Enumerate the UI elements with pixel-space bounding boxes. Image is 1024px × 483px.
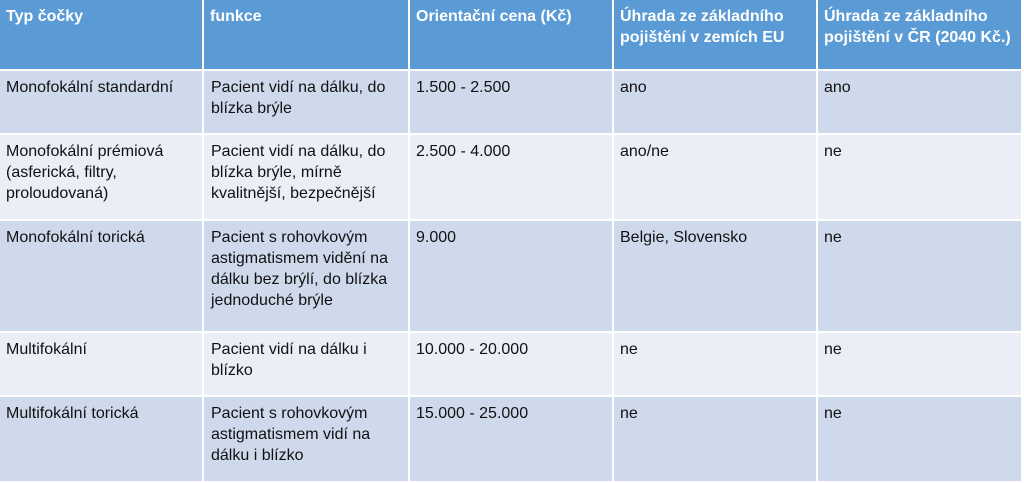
cell-function: Pacient vidí na dálku, do blízka brýle, mírně kvalitnější, bezpečnější bbox=[203, 134, 409, 220]
cell-lens-type: Multifokální torická bbox=[0, 396, 203, 482]
cell-coverage-eu: ano/ne bbox=[613, 134, 817, 220]
table-row bbox=[0, 220, 1022, 332]
cell-coverage-eu: ne bbox=[613, 396, 817, 482]
table-row bbox=[0, 396, 1022, 482]
cell-coverage-eu: Belgie, Slovensko bbox=[613, 220, 817, 332]
cell-coverage-eu: ano bbox=[613, 70, 817, 134]
cell-coverage-cr: ne bbox=[817, 220, 1022, 332]
cell-coverage-eu: ne bbox=[613, 332, 817, 396]
cell-lens-type: Monofokální prémiová (asferická, filtry, proloudovaná) bbox=[0, 134, 203, 220]
header-coverage-eu: Úhrada ze základního pojištění v zemích EU bbox=[613, 0, 817, 70]
table-row bbox=[0, 332, 1022, 396]
cell-price: 9.000 bbox=[409, 220, 613, 332]
cell-coverage-cr: ne bbox=[817, 396, 1022, 482]
header-function: funkce bbox=[203, 0, 409, 70]
cell-price: 2.500 - 4.000 bbox=[409, 134, 613, 220]
cell-function: Pacient vidí na dálku i blízko bbox=[203, 332, 409, 396]
cell-function: Pacient vidí na dálku, do blízka brýle bbox=[203, 70, 409, 134]
cell-coverage-cr: ne bbox=[817, 332, 1022, 396]
header-price: Orientační cena (Kč) bbox=[409, 0, 613, 70]
header-lens-type: Typ čočky bbox=[0, 0, 203, 70]
cell-function: Pacient s rohovkovým astigmatismem vidění na dálku bez brýlí, do blízka jednoduché brýle bbox=[203, 220, 409, 332]
cell-coverage-cr: ne bbox=[817, 134, 1022, 220]
cell-price: 15.000 - 25.000 bbox=[409, 396, 613, 482]
cell-price: 1.500 - 2.500 bbox=[409, 70, 613, 134]
cell-coverage-cr: ano bbox=[817, 70, 1022, 134]
cell-price: 10.000 - 20.000 bbox=[409, 332, 613, 396]
table-header-row bbox=[0, 0, 1022, 70]
cell-lens-type: Multifokální bbox=[0, 332, 203, 396]
table-row bbox=[0, 70, 1022, 134]
cell-function: Pacient s rohovkovým astigmatismem vidí na dálku i blízko bbox=[203, 396, 409, 482]
cell-lens-type: Monofokální torická bbox=[0, 220, 203, 332]
cell-lens-type: Monofokální standardní bbox=[0, 70, 203, 134]
table-row bbox=[0, 134, 1022, 220]
header-coverage-cr: Úhrada ze základního pojištění v ČR (2040 Kč.) bbox=[817, 0, 1022, 70]
